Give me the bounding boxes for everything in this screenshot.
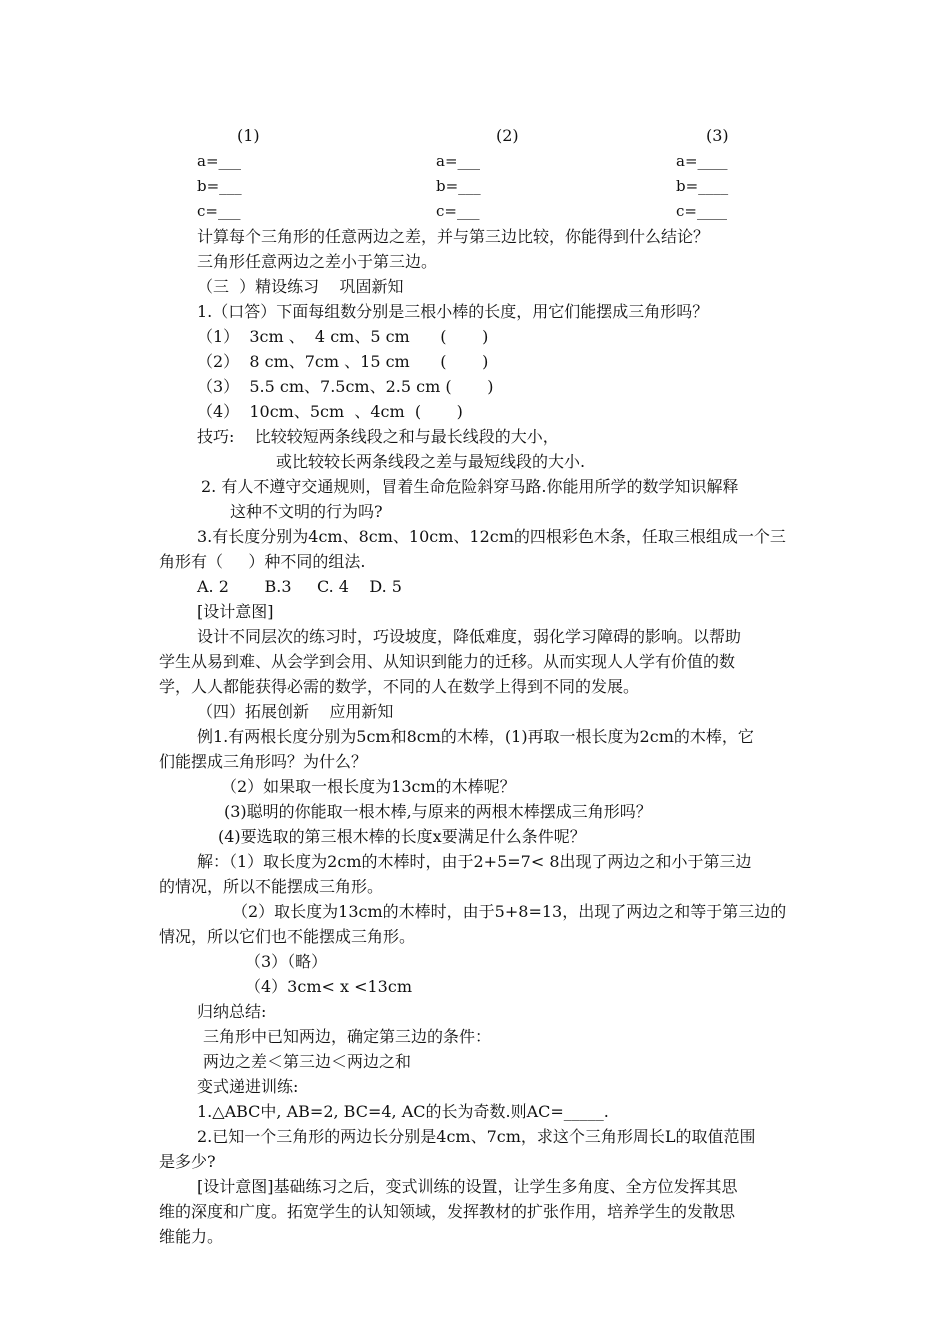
text-line: (4)要选取的第三根木棒的长度x要满足什么条件呢？ xyxy=(218,827,586,846)
text-line: 三角形中已知两边，确定第三边的条件： xyxy=(203,1027,492,1046)
text-line: 设计不同层次的练习时，巧设坡度，降低难度，弱化学习障碍的影响。以帮助 xyxy=(197,627,742,646)
text-line: （1） 3cm 、 4 cm、5 cm ( ) xyxy=(197,327,489,346)
text-line: 这种不文明的行为吗? xyxy=(230,502,383,521)
text-line: 维能力。 xyxy=(159,1227,224,1246)
triangle-sides-table xyxy=(0,120,950,230)
text-line: 维的深度和广度。拓宽学生的认知领域，发挥教材的扩张作用，培养学生的发散思 xyxy=(159,1202,736,1221)
text-line: （2）如果取一根长度为13cm的木棒呢？ xyxy=(221,777,516,796)
text-line: 是多少? xyxy=(159,1152,216,1171)
column-label: (3) xyxy=(706,126,729,145)
text-line: 例1.有两根长度分别为5cm和8cm的木棒，(1)再取一根长度为2cm的木棒，它 xyxy=(197,727,754,746)
text-line: 们能摆成三角形吗？为什么？ xyxy=(159,752,368,771)
side-b: b=___ xyxy=(436,177,481,195)
text-line: 1.（口答）下面每组数分别是三根小棒的长度，用它们能摆成三角形吗？ xyxy=(197,302,709,321)
text-line: （3）（略） xyxy=(245,952,328,971)
text-line: 三角形任意两边之差小于第三边。 xyxy=(197,252,438,271)
side-a: a=____ xyxy=(676,152,728,170)
text-line: 学生从易到难、从会学到会用、从知识到能力的迁移。从而实现人人学有价值的数 xyxy=(159,652,736,671)
text-line: 解：（1）取长度为2cm的木棒时，由于2+5=7< 8出现了两边之和小于第三边 xyxy=(197,852,752,871)
side-c: c=____ xyxy=(676,202,727,220)
text-line: 学，人人都能获得必需的数学，不同的人在数学上得到不同的发展。 xyxy=(159,677,640,696)
text-line: (3)聪明的你能取一根木棒,与原来的两根木棒摆成三角形吗？ xyxy=(224,802,652,821)
text-line: 角形有（ ）种不同的组法. xyxy=(159,552,366,571)
text-line: 的情况，所以不能摆成三角形。 xyxy=(159,877,384,896)
column-label: (1) xyxy=(237,126,260,145)
text-line: （4）3cm< x <13cm xyxy=(245,977,412,996)
text-line: 技巧: 比较较短两条线段之和与最长线段的大小， xyxy=(197,427,559,446)
text-line: 归纳总结: xyxy=(197,1002,267,1021)
text-line: 变式递进训练: xyxy=(197,1077,299,1096)
answer-choices: A. 2 B.3 C. 4 D. 5 xyxy=(197,577,402,596)
text-line: 3.有长度分别为4cm、8cm、10cm、12cm的四根彩色木条，任取三根组成一个三 xyxy=(197,527,786,546)
side-b: b=____ xyxy=(676,177,729,195)
side-c: c=___ xyxy=(197,202,241,220)
text-line: [设计意图] xyxy=(197,602,274,621)
side-b: b=___ xyxy=(197,177,242,195)
text-line: （4） 10cm、5cm 、4cm ( ) xyxy=(197,402,463,421)
text-line: （2）取长度为13cm的木棒时，由于5+8=13，出现了两边之和等于第三边的 xyxy=(232,902,787,921)
text-line: [设计意图]基础练习之后，变式训练的设置，让学生多角度、全方位发挥其思 xyxy=(197,1177,738,1196)
text-line: 计算每个三角形的任意两边之差，并与第三边比较，你能得到什么结论？ xyxy=(197,227,710,246)
side-c: c=___ xyxy=(436,202,480,220)
section-heading: （三 ）精设练习 巩固新知 xyxy=(197,277,404,296)
text-line: 两边之差＜第三边＜两边之和 xyxy=(203,1052,412,1071)
text-line: （3） 5.5 cm、7.5cm、2.5 cm ( ) xyxy=(197,377,494,396)
section-heading: （四）拓展创新 应用新知 xyxy=(197,702,394,721)
text-line: 2.已知一个三角形的两边长分别是4cm、7cm，求这个三角形周长L的取值范围 xyxy=(197,1127,756,1146)
text-line: 或比较较长两条线段之差与最短线段的大小. xyxy=(276,452,586,471)
text-line: 情况，所以它们也不能摆成三角形。 xyxy=(159,927,416,946)
text-line: （2） 8 cm、7cm 、15 cm ( ) xyxy=(197,352,489,371)
column-label: (2) xyxy=(496,126,519,145)
side-a: a=___ xyxy=(436,152,481,170)
side-a: a=___ xyxy=(197,152,242,170)
text-line: 2. 有人不遵守交通规则，冒着生命危险斜穿马路.你能用所学的数学知识解释 xyxy=(201,477,739,496)
text-line: 1.△ABC中, AB=2, BC=4, AC的长为奇数.则AC=_____. xyxy=(197,1102,609,1121)
